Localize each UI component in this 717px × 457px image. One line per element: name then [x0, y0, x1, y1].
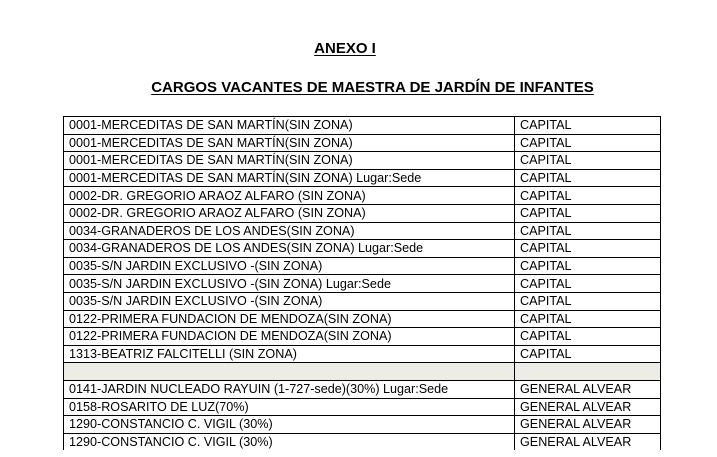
school-cell: 0141-JARDIN NUCLEADO RAYUIN (1-727-sede)(30%) Lugar:Sede — [64, 380, 515, 398]
table-row — [64, 328, 661, 346]
department-cell: GENERAL ALVEAR — [515, 433, 661, 450]
table-row — [64, 117, 661, 135]
vacancies-table — [63, 116, 661, 450]
department-cell: CAPITAL — [515, 292, 661, 310]
school-cell: 0002-DR. GREGORIO ARAOZ ALFARO (SIN ZONA) — [64, 204, 515, 222]
table-row — [64, 204, 661, 222]
table-row — [64, 169, 661, 187]
school-cell: 0001-MERCEDITAS DE SAN MARTÍN(SIN ZONA) — [64, 134, 515, 152]
school-cell — [64, 363, 515, 381]
table-row — [64, 240, 661, 258]
department-cell: CAPITAL — [515, 204, 661, 222]
table-row — [64, 345, 661, 363]
table-row — [64, 257, 661, 275]
department-cell — [515, 363, 661, 381]
school-cell: 0158-ROSARITO DE LUZ(70%) — [64, 398, 515, 416]
table-row — [64, 380, 661, 398]
school-cell: 1313-BEATRIZ FALCITELLI (SIN ZONA) — [64, 345, 515, 363]
school-cell: 0001-MERCEDITAS DE SAN MARTÍN(SIN ZONA) — [64, 117, 515, 135]
department-cell: CAPITAL — [515, 152, 661, 170]
table-row — [64, 275, 661, 293]
table-row — [64, 416, 661, 434]
department-cell: CAPITAL — [515, 257, 661, 275]
department-cell: CAPITAL — [515, 345, 661, 363]
department-cell: CAPITAL — [515, 275, 661, 293]
table-row — [64, 187, 661, 205]
department-cell: CAPITAL — [515, 134, 661, 152]
school-cell: 0002-DR. GREGORIO ARAOZ ALFARO (SIN ZONA) — [64, 187, 515, 205]
table-row — [64, 398, 661, 416]
department-cell: CAPITAL — [515, 310, 661, 328]
school-cell: 0035-S/N JARDIN EXCLUSIVO -(SIN ZONA) — [64, 257, 515, 275]
school-cell: 0034-GRANADEROS DE LOS ANDES(SIN ZONA) — [64, 222, 515, 240]
school-cell: 1290-CONSTANCIO C. VIGIL (30%) — [64, 416, 515, 434]
department-cell: CAPITAL — [515, 187, 661, 205]
table-row — [64, 134, 661, 152]
department-cell: CAPITAL — [515, 328, 661, 346]
department-cell: GENERAL ALVEAR — [515, 416, 661, 434]
department-cell: GENERAL ALVEAR — [515, 398, 661, 416]
school-cell: 0035-S/N JARDIN EXCLUSIVO -(SIN ZONA) Lugar:Sede — [64, 275, 515, 293]
department-cell: CAPITAL — [515, 169, 661, 187]
school-cell: 0035-S/N JARDIN EXCLUSIVO -(SIN ZONA) — [64, 292, 515, 310]
department-cell: GENERAL ALVEAR — [515, 380, 661, 398]
table-row — [64, 433, 661, 450]
school-cell: 0122-PRIMERA FUNDACION DE MENDOZA(SIN ZONA) — [64, 328, 515, 346]
table-row — [64, 152, 661, 170]
department-cell: CAPITAL — [515, 240, 661, 258]
department-cell: CAPITAL — [515, 222, 661, 240]
table-row — [64, 310, 661, 328]
school-cell: 0122-PRIMERA FUNDACION DE MENDOZA(SIN ZONA) — [64, 310, 515, 328]
table-row — [64, 222, 661, 240]
school-cell: 0001-MERCEDITAS DE SAN MARTÍN(SIN ZONA) Lugar:Sede — [64, 169, 515, 187]
department-cell: CAPITAL — [515, 117, 661, 135]
annex-title: ANEXO I — [314, 40, 376, 57]
separator-row — [64, 363, 661, 381]
table-row — [64, 292, 661, 310]
document-subtitle: CARGOS VACANTES DE MAESTRA DE JARDÍN DE INFANTES — [151, 79, 594, 96]
school-cell: 1290-CONSTANCIO C. VIGIL (30%) — [64, 433, 515, 450]
school-cell: 0034-GRANADEROS DE LOS ANDES(SIN ZONA) Lugar:Sede — [64, 240, 515, 258]
school-cell: 0001-MERCEDITAS DE SAN MARTÍN(SIN ZONA) — [64, 152, 515, 170]
